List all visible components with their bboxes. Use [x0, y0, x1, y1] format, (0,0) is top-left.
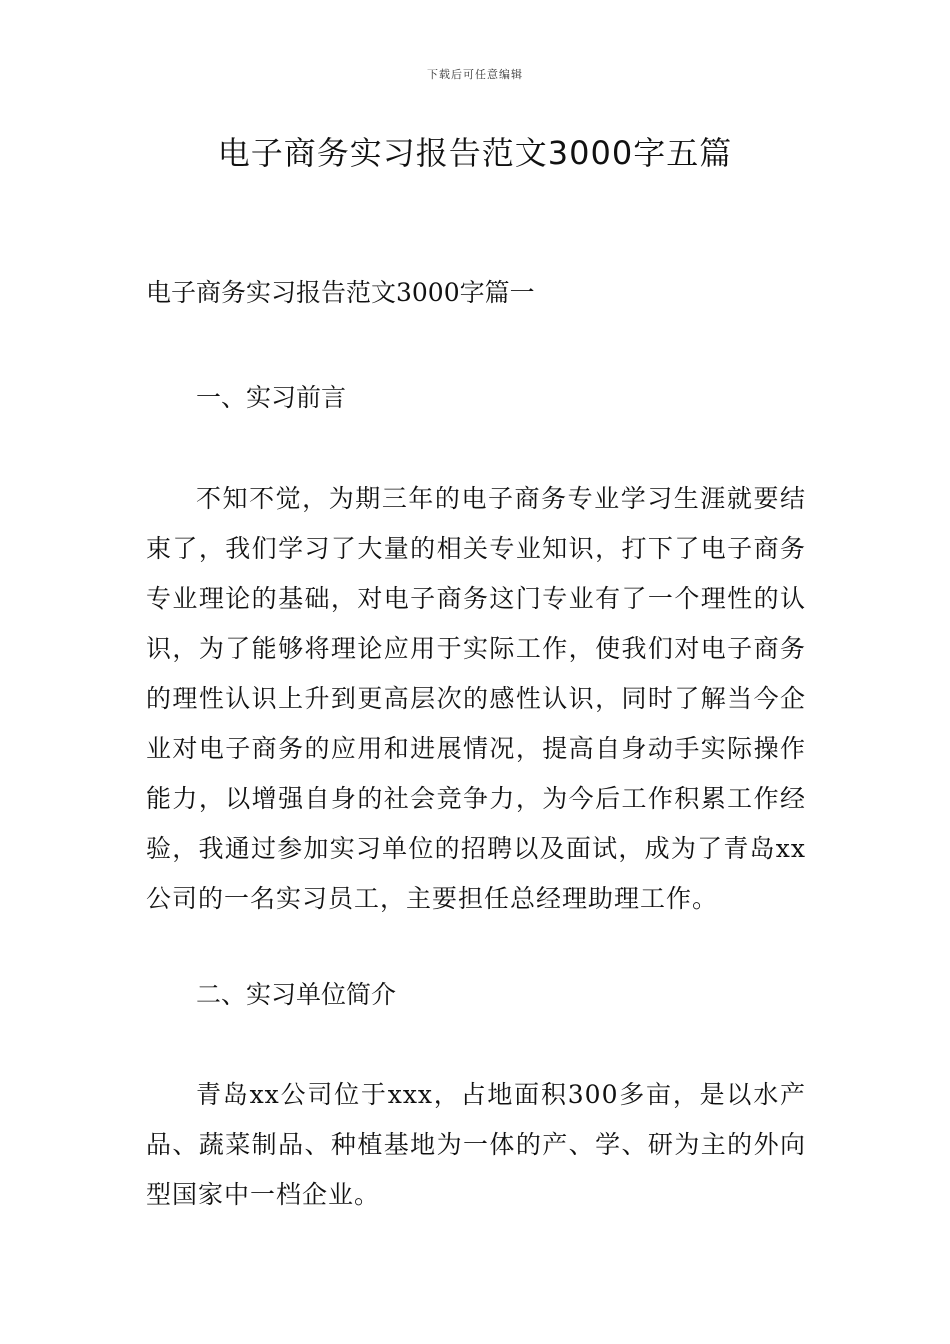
heading-internship-preface: 一、实习前言: [196, 383, 347, 412]
section-title: 电子商务实习报告范文3000字篇一: [146, 278, 535, 307]
paragraph-company-intro: 青岛xx公司位于xxx，占地面积300多亩，是以水产品、蔬菜制品、种植基地为一体的产、学、研为主的外向型国家中一档企业。: [146, 1080, 806, 1209]
heading-company-intro: 二、实习单位简介: [196, 980, 397, 1009]
paragraph-internship-preface: 不知不觉，为期三年的电子商务专业学习生涯就要结束了，我们学习了大量的相关专业知识，打下了电子商务专业理论的基础，对电子商务这门专业有了一个理性的认识，为了能够将理论应用于实际工作，使我们对电子商务的理性认识上升到更高层次的感性认识，同时了解当今企业对电子商务的应用和进展情况，提高自身动手实际操作能力，以增强自身的社会竞争力，为今后工作积累工作经验，我通过参加实习单位的招聘以及面试，成为了青岛xx公司的一名实习员工，主要担任总经理助理工作。: [146, 484, 806, 913]
document-title: 电子商务实习报告范文3000字五篇: [217, 134, 733, 172]
header-note: 下载后可任意编辑: [427, 68, 523, 81]
